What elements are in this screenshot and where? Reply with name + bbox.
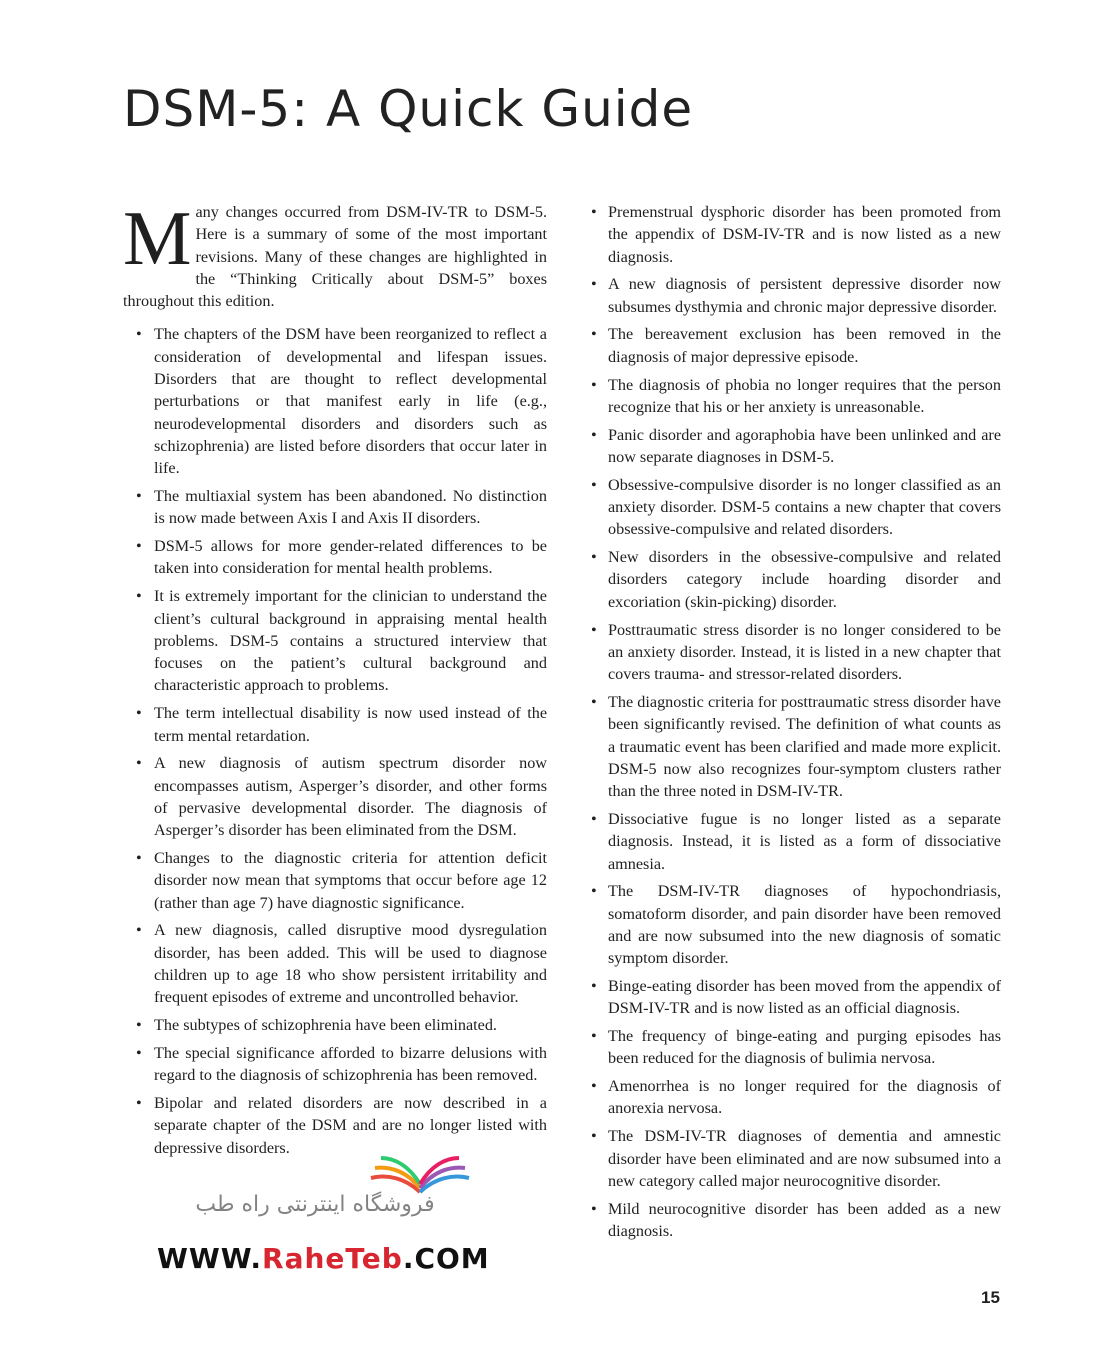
list-item xyxy=(123,919,547,1008)
list-item xyxy=(585,1125,1001,1192)
book-logo-icon xyxy=(365,1148,475,1196)
list-item xyxy=(585,474,1001,541)
right-column xyxy=(585,201,1001,1248)
list-item-text: Bipolar and related disorders are now described in a separate chapter of the DSM and are no longer listed with depressive disorders. xyxy=(154,1093,547,1157)
bullet-icon: • xyxy=(136,537,142,556)
list-item-text: Premenstrual dysphoric disorder has been promoted from the appendix of DSM-IV-TR and is now listed as a new diagnosis. xyxy=(608,203,1001,266)
bullet-icon: • xyxy=(591,1127,597,1146)
list-item xyxy=(585,1198,1001,1243)
list-item xyxy=(585,619,1001,686)
bullet-icon: • xyxy=(591,275,597,294)
bullet-icon: • xyxy=(136,921,142,940)
list-item xyxy=(123,702,547,747)
drop-cap: M xyxy=(123,195,192,281)
list-item-text: Binge-eating disorder has been moved from the appendix of DSM-IV-TR and is now listed as an official diagnosis. xyxy=(608,977,1001,1018)
bullet-icon: • xyxy=(136,849,142,868)
bullet-icon: • xyxy=(591,375,597,394)
list-item-text: The frequency of binge-eating and purging episodes has been reduced for the diagnosis of bulimia nervosa. xyxy=(608,1027,1001,1068)
watermark xyxy=(150,1148,490,1288)
list-item xyxy=(123,752,547,841)
list-item xyxy=(585,201,1001,268)
right-bullet-list xyxy=(585,201,1001,1242)
list-item-text: The subtypes of schizophrenia have been eliminated. xyxy=(154,1016,497,1035)
list-item xyxy=(585,424,1001,469)
bullet-icon: • xyxy=(136,1043,142,1062)
list-item-text: The diagnosis of phobia no longer requires that the person recognize that his or her anxiety is unreasonable. xyxy=(608,375,1001,416)
list-item-text: A new diagnosis of autism spectrum disorder now encompasses autism, Asperger’s disorder, and other forms of pervasive developmental disorder. The diagnosis of Asperger’s disorder has been eliminated from the DSM. xyxy=(154,754,547,840)
bullet-icon: • xyxy=(591,692,597,711)
intro-text: any changes occurred from DSM-IV-TR to DSM-5. Here is a summary of some of the most important revisions. Many of these changes are highlighted in the “Thinking Critically about DSM-5” boxes throughout this edition. xyxy=(123,203,547,311)
list-item xyxy=(123,485,547,530)
bullet-icon: • xyxy=(136,325,142,344)
bullet-icon: • xyxy=(591,425,597,444)
list-item xyxy=(123,1042,547,1087)
list-item-text: The diagnostic criteria for posttraumatic stress disorder have been significantly revised. The definition of what counts as a traumatic event has been clarified and made more explicit. DSM-5 now also recognizes four-symptom clusters rather than the three noted in DSM-IV-TR. xyxy=(608,692,1001,801)
bullet-icon: • xyxy=(591,548,597,567)
list-item xyxy=(585,975,1001,1020)
list-item xyxy=(585,1025,1001,1070)
list-item-text: A new diagnosis, called disruptive mood dysregulation disorder, has been added. This will be used to diagnose children up to age 18 who show persistent irritability and frequent episodes of extreme and uncontrolled behavior. xyxy=(154,921,547,1007)
page-title: DSM-5: A Quick Guide xyxy=(123,80,694,138)
list-item xyxy=(585,808,1001,875)
list-item xyxy=(585,691,1001,802)
watermark-url: WWW.RaheTeb.COM xyxy=(157,1242,490,1275)
list-item-text: Posttraumatic stress disorder is no longer considered to be an anxiety disorder. Instead, it is listed in a new chapter that covers trauma- and stressor-related disorders. xyxy=(608,620,1001,684)
bullet-icon: • xyxy=(136,587,142,606)
list-item xyxy=(585,374,1001,419)
bullet-icon: • xyxy=(591,1077,597,1096)
bullet-icon: • xyxy=(136,1093,142,1112)
list-item-text: It is extremely important for the clinician to understand the client’s cultural background in appraising mental health problems. DSM-5 contains a structured interview that focuses on the patient’s cultural background and characteristic approach to problems. xyxy=(154,587,547,695)
list-item-text: The bereavement exclusion has been removed in the diagnosis of major depressive episode. xyxy=(608,325,1001,366)
list-item-text: Mild neurocognitive disorder has been added as a new diagnosis. xyxy=(608,1199,1001,1240)
list-item-text: DSM-5 allows for more gender-related differences to be taken into consideration for mental health problems. xyxy=(154,537,547,578)
bullet-icon: • xyxy=(136,1016,142,1035)
list-item-text: The chapters of the DSM have been reorganized to reflect a consideration of developmental and lifespan issues. Disorders that are thought to reflect developmental perturbations or that manifest early in life (e.g., neurodevelopmental disorders and disorders such as schizophrenia) are listed before disorders that occur later in life. xyxy=(154,325,547,478)
list-item-text: Obsessive-compulsive disorder is no longer classified as an anxiety disorder. DSM-5 contains a new chapter that covers obsessive-compulsive and related disorders. xyxy=(608,475,1001,539)
bullet-icon: • xyxy=(591,977,597,995)
bullet-icon: • xyxy=(136,487,142,506)
watermark-arabic-text: فروشگاه اینترنتی راه طب xyxy=(195,1192,435,1217)
list-item-text: New disorders in the obsessive-compulsive and related disorders category include hoarding disorder and excoriation (skin-picking) disorder. xyxy=(608,548,1001,611)
bullet-icon: • xyxy=(591,475,597,494)
list-item xyxy=(123,585,547,696)
list-item-text: The special significance afforded to bizarre delusions with regard to the diagnosis of schizophrenia has been removed. xyxy=(154,1043,547,1085)
list-item-text: The term intellectual disability is now used instead of the term mental retardation. xyxy=(154,704,547,745)
page-number: 15 xyxy=(981,1288,1000,1307)
bullet-icon: • xyxy=(591,203,597,221)
list-item-text: A new diagnosis of persistent depressive disorder now subsumes dysthymia and chronic major depressive disorder. xyxy=(608,275,1001,316)
list-item xyxy=(123,1014,547,1036)
list-item xyxy=(123,535,547,580)
list-item xyxy=(123,847,547,914)
list-item xyxy=(123,323,547,479)
bullet-icon: • xyxy=(591,1027,597,1046)
list-item xyxy=(585,880,1001,969)
bullet-icon: • xyxy=(136,754,142,773)
list-item-text: The DSM-IV-TR diagnoses of dementia and amnestic disorder have been eliminated and are now subsumed into a new category called major neurocognitive disorder. xyxy=(608,1127,1001,1190)
bullet-icon: • xyxy=(591,809,597,828)
list-item-text: Panic disorder and agoraphobia have been unlinked and are now separate diagnoses in DSM-5. xyxy=(608,425,1001,466)
bullet-icon: • xyxy=(591,325,597,344)
list-item xyxy=(585,1075,1001,1120)
list-item-text: Amenorrhea is no longer required for the diagnosis of anorexia nervosa. xyxy=(608,1077,1001,1118)
bullet-icon: • xyxy=(136,704,142,723)
list-item-text: The multiaxial system has been abandoned. No distinction is now made between Axis I and Axis II disorders. xyxy=(154,487,547,528)
list-item-text: The DSM-IV-TR diagnoses of hypochondriasis, somatoform disorder, and pain disorder have been removed and are now subsumed into the new diagnosis of somatic symptom disorder. xyxy=(608,882,1001,968)
bullet-icon: • xyxy=(591,1199,597,1218)
list-item xyxy=(585,273,1001,318)
left-column xyxy=(123,195,547,1164)
bullet-icon: • xyxy=(591,882,597,901)
bullet-icon: • xyxy=(591,620,597,639)
list-item-text: Dissociative fugue is no longer listed as a separate diagnosis. Instead, it is listed as a form of dissociative amnesia. xyxy=(608,809,1001,873)
list-item xyxy=(585,323,1001,368)
intro-paragraph xyxy=(123,195,547,312)
list-item-text: Changes to the diagnostic criteria for attention deficit disorder now mean that symptoms that occur before age 12 (rather than age 7) have diagnostic significance. xyxy=(154,849,547,912)
left-bullet-list xyxy=(123,323,547,1158)
list-item xyxy=(585,546,1001,613)
